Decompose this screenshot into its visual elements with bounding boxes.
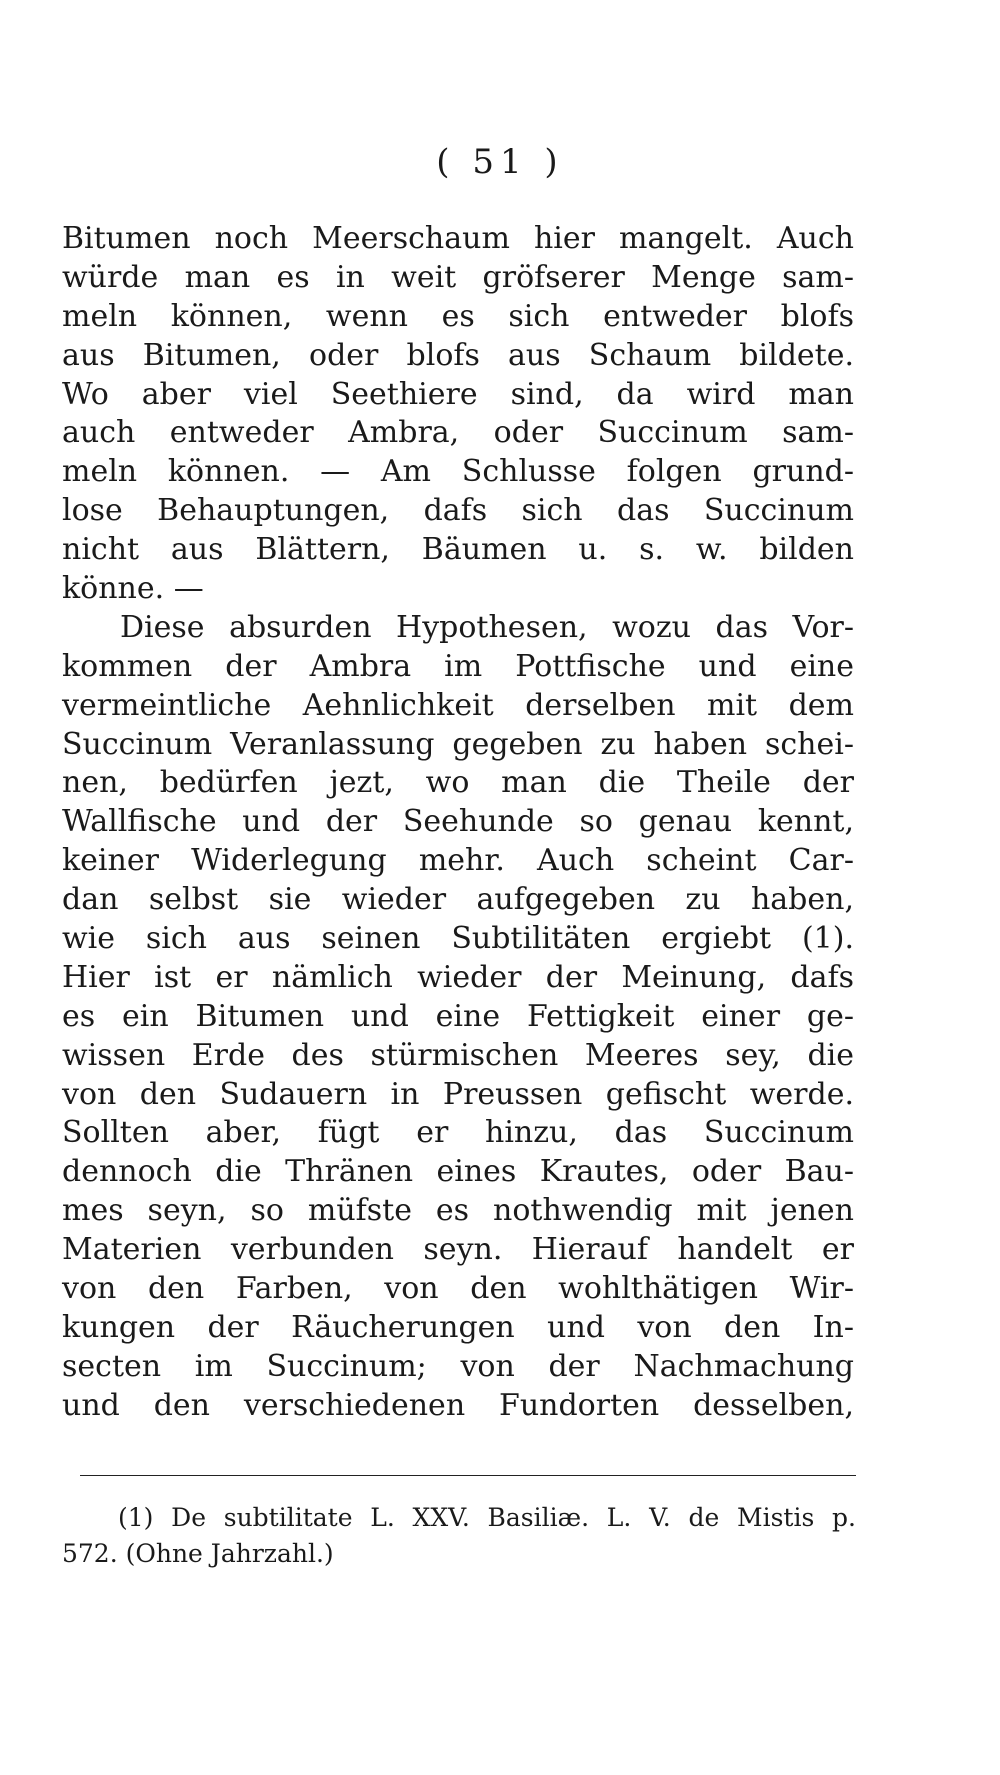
text-line: würde man es in weit gröfserer Menge sam- bbox=[62, 259, 854, 295]
text-line: meln können. — Am Schlusse folgen grund- bbox=[62, 454, 854, 490]
text-line: Wo aber viel Seethiere sind, da wird man bbox=[62, 376, 854, 412]
text-line: von den Farben, von den wohlthätigen Wir- bbox=[62, 1271, 854, 1307]
footnote-line: 572. (Ohne Jahrzahl.) bbox=[62, 1539, 334, 1568]
text-line: Sollten aber, fügt er hinzu, das Succinum bbox=[62, 1115, 854, 1151]
text-line: nicht aus Blättern, Bäumen u. s. w. bilden bbox=[62, 532, 854, 568]
body-text bbox=[62, 220, 854, 1426]
text-line: vermeintliche Aehnlichkeit derselben mit dem bbox=[62, 687, 854, 723]
text-line: lose Behauptungen, dafs sich das Succinum bbox=[62, 493, 854, 529]
text-line: nen, bedürfen jezt, wo man die Theile der bbox=[62, 765, 854, 801]
footnote-divider bbox=[80, 1475, 856, 1476]
text-line: von den Sudauern in Preussen gefischt werde. bbox=[62, 1076, 854, 1112]
text-line: es ein Bitumen und eine Fettigkeit einer ge- bbox=[62, 998, 854, 1034]
text-line: Diese absurden Hypothesen, wozu das Vor- bbox=[120, 609, 854, 645]
text-line: wie sich aus seinen Subtilitäten ergiebt (1). bbox=[62, 921, 854, 957]
text-line: keiner Widerlegung mehr. Auch scheint Car- bbox=[62, 843, 854, 879]
text-line: mes seyn, so müfste es nothwendig mit jenen bbox=[62, 1193, 854, 1229]
text-line: auch entweder Ambra, oder Succinum sam- bbox=[62, 415, 854, 451]
text-line: könne. — bbox=[62, 571, 204, 607]
paragraph-2 bbox=[62, 609, 854, 1426]
text-line: dan selbst sie wieder aufgegeben zu haben, bbox=[62, 882, 854, 918]
page-number: ( 51 ) bbox=[436, 142, 564, 182]
text-line: meln können, wenn es sich entweder blofs bbox=[62, 298, 854, 334]
text-line: dennoch die Thränen eines Krautes, oder Bau- bbox=[62, 1154, 854, 1190]
paragraph-1 bbox=[62, 220, 854, 609]
text-line: secten im Succinum; von der Nachmachung bbox=[62, 1348, 854, 1384]
text-line: kungen der Räucherungen und von den In- bbox=[62, 1309, 854, 1345]
text-line: Bitumen noch Meerschaum hier mangelt. Auch bbox=[62, 221, 854, 256]
text-line: Wallfische und der Seehunde so genau kennt, bbox=[62, 804, 854, 840]
footnotes bbox=[62, 1500, 856, 1572]
text-line: aus Bitumen, oder blofs aus Schaum bildete. bbox=[62, 337, 854, 373]
text-line: wissen Erde des stürmischen Meeres sey, die bbox=[62, 1037, 854, 1073]
text-line: Materien verbunden seyn. Hierauf handelt er bbox=[62, 1232, 854, 1268]
footnote-line: (1) De subtilitate L. XXV. Basiliæ. L. V. de Mistis p. bbox=[118, 1503, 856, 1532]
text-line: Succinum Veranlassung gegeben zu haben schei- bbox=[62, 726, 854, 762]
text-line: und den verschiedenen Fundorten desselben, bbox=[62, 1387, 854, 1423]
text-line: Hier ist er nämlich wieder der Meinung, dafs bbox=[62, 959, 854, 995]
text-line: kommen der Ambra im Pottfische und eine bbox=[62, 648, 854, 684]
